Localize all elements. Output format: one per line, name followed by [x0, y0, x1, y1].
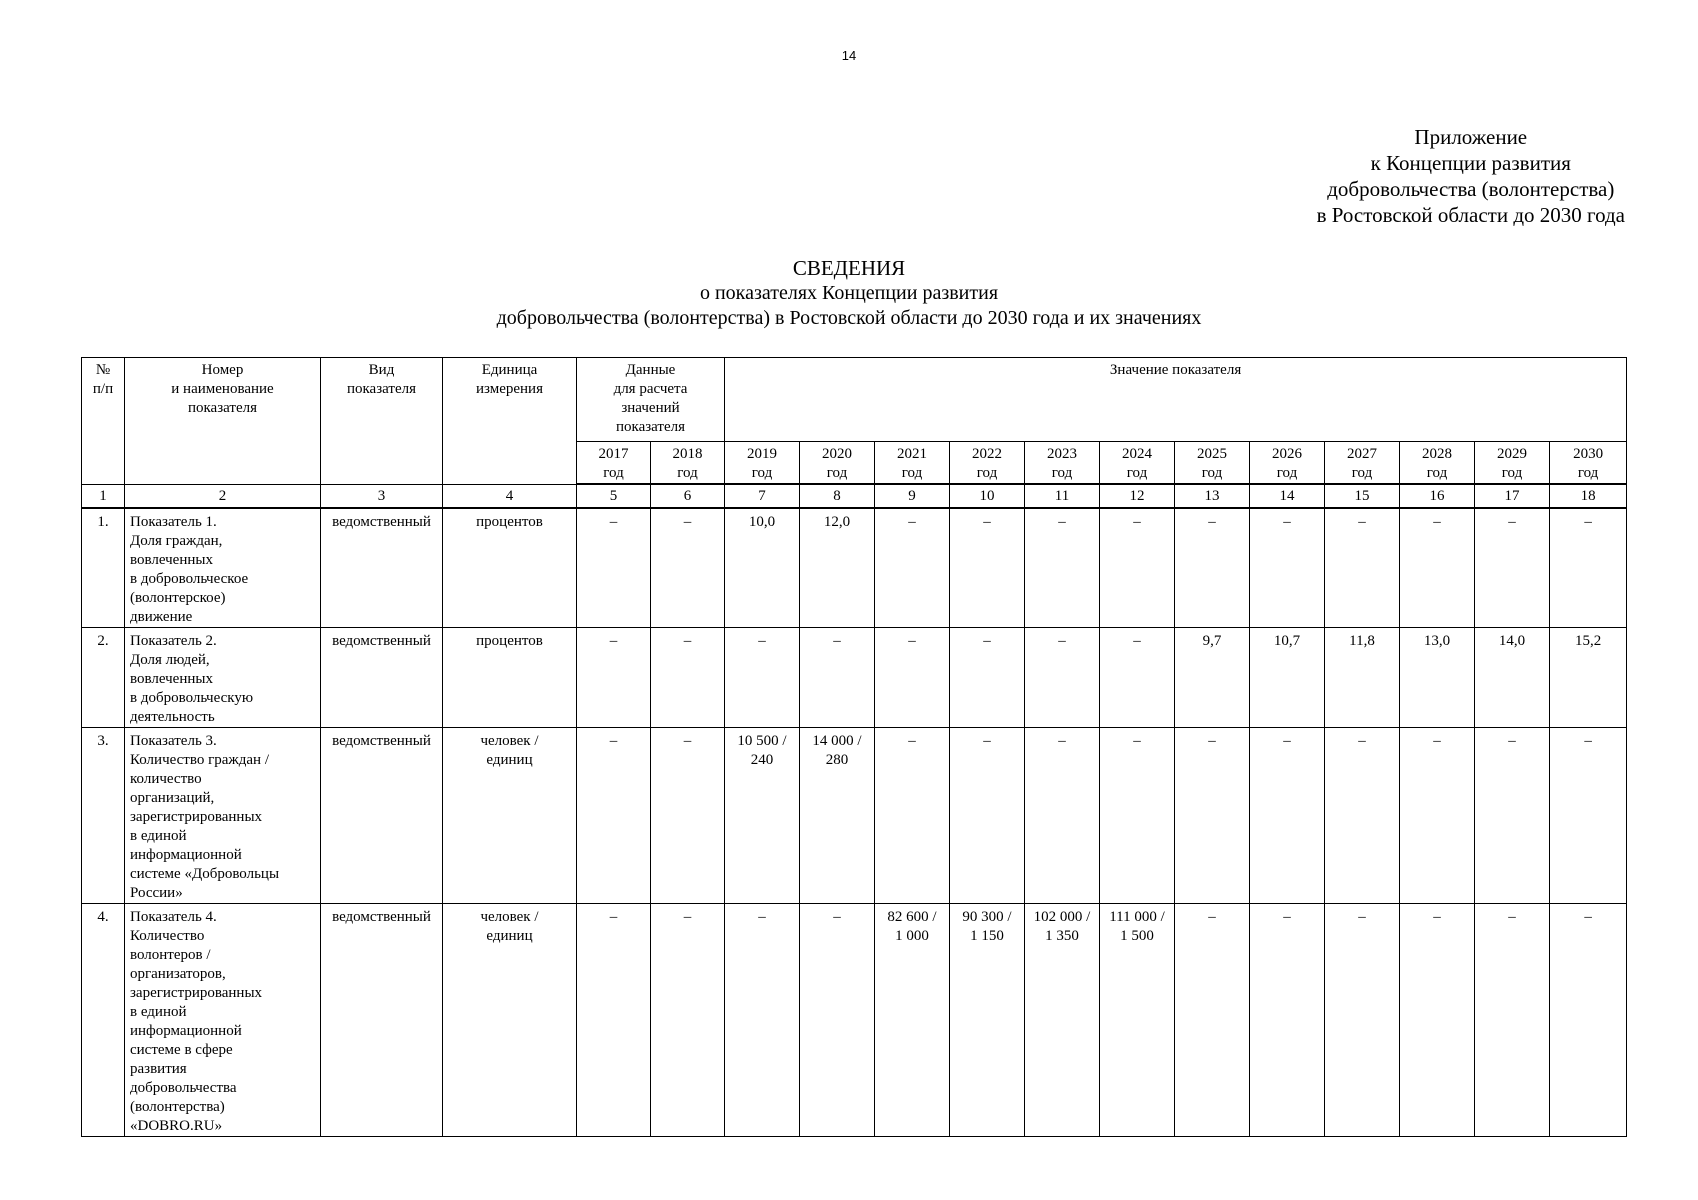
- indicator-value: –: [1250, 728, 1325, 904]
- header-calc-data: Данные для расчета значений показателя: [577, 358, 725, 442]
- document-subtitle-line: добровольчества (волонтерства) в Ростовской области до 2030 года и их значениях: [496, 307, 1202, 329]
- indicator-value: –: [950, 508, 1025, 628]
- indicator-type: ведомственный: [321, 728, 443, 904]
- indicator-value: –: [725, 904, 800, 1137]
- column-number: 17: [1475, 484, 1550, 508]
- indicator-name: Показатель 4. Количество волонтеров / организаторов, зарегистрированных в единой информационной системе в сфере развития добровольчества (волонтерства) «DOBRO.RU»: [125, 904, 321, 1137]
- indicator-unit: процентов: [443, 508, 577, 628]
- indicator-value: 90 300 / 1 150: [950, 904, 1025, 1137]
- header-values: Значение показателя: [725, 358, 1627, 442]
- indicator-value: –: [577, 508, 651, 628]
- indicator-value: –: [1100, 508, 1175, 628]
- page-number: 14: [841, 48, 857, 63]
- indicator-value: 82 600 / 1 000: [875, 904, 950, 1137]
- indicator-value: 102 000 / 1 350: [1025, 904, 1100, 1137]
- indicator-value: –: [1250, 508, 1325, 628]
- table-row: [82, 904, 1627, 1137]
- indicator-value: 15,2: [1550, 628, 1627, 728]
- year-header: 2019 год: [725, 442, 800, 485]
- indicator-name: Показатель 1. Доля граждан, вовлеченных в добровольческое (волонтерское) движение: [125, 508, 321, 628]
- indicator-value: –: [950, 628, 1025, 728]
- indicator-value: –: [875, 628, 950, 728]
- indicator-value: –: [800, 904, 875, 1137]
- indicator-value: –: [1175, 508, 1250, 628]
- year-header: 2023 год: [1025, 442, 1100, 485]
- column-number: 7: [725, 484, 800, 508]
- indicator-value: 13,0: [1400, 628, 1475, 728]
- indicator-value: –: [1325, 728, 1400, 904]
- indicator-value: –: [1550, 508, 1627, 628]
- appendix-line: в Ростовской области до 2030 года: [1316, 203, 1625, 227]
- column-number: 15: [1325, 484, 1400, 508]
- year-header: 2024 год: [1100, 442, 1175, 485]
- indicator-value: 12,0: [800, 508, 875, 628]
- year-header: 2018 год: [651, 442, 725, 485]
- document-heading: [0, 256, 1698, 331]
- indicator-value: –: [1475, 728, 1550, 904]
- year-header: 2020 год: [800, 442, 875, 485]
- indicator-type: ведомственный: [321, 628, 443, 728]
- column-number: 18: [1550, 484, 1627, 508]
- indicator-value: –: [1325, 508, 1400, 628]
- column-number: 9: [875, 484, 950, 508]
- header-unit: Единица измерения: [443, 358, 577, 485]
- year-header: 2029 год: [1475, 442, 1550, 485]
- year-header: 2017 год: [577, 442, 651, 485]
- indicator-name: Показатель 3. Количество граждан / количество организаций, зарегистрированных в единой информационной системе «Добровольцы России»: [125, 728, 321, 904]
- indicator-value: –: [577, 728, 651, 904]
- indicator-value: 10 500 / 240: [725, 728, 800, 904]
- indicator-value: –: [651, 904, 725, 1137]
- indicator-value: –: [1100, 728, 1175, 904]
- column-number: 10: [950, 484, 1025, 508]
- indicator-value: –: [875, 508, 950, 628]
- year-header: 2027 год: [1325, 442, 1400, 485]
- indicator-value: –: [1025, 628, 1100, 728]
- indicator-value: –: [1550, 728, 1627, 904]
- appendix-note: [1317, 124, 1625, 228]
- row-number: 3.: [82, 728, 125, 904]
- row-number: 2.: [82, 628, 125, 728]
- indicator-value: –: [1025, 508, 1100, 628]
- column-number: 14: [1250, 484, 1325, 508]
- column-number: 16: [1400, 484, 1475, 508]
- column-number: 11: [1025, 484, 1100, 508]
- year-header: 2026 год: [1250, 442, 1325, 485]
- row-number: 1.: [82, 508, 125, 628]
- indicator-value: 14 000 / 280: [800, 728, 875, 904]
- column-number: 1: [82, 484, 125, 508]
- indicator-value: –: [651, 508, 725, 628]
- indicator-value: –: [1175, 904, 1250, 1137]
- indicators-table: [81, 357, 1627, 1137]
- header-num: № п/п: [82, 358, 125, 485]
- appendix-line: добровольчества (волонтерства): [1327, 177, 1615, 201]
- appendix-line: Приложение: [1414, 125, 1528, 149]
- table-row: [82, 508, 1627, 628]
- indicator-value: –: [1325, 904, 1400, 1137]
- row-number: 4.: [82, 904, 125, 1137]
- indicator-value: –: [950, 728, 1025, 904]
- year-header: 2030 год: [1550, 442, 1627, 485]
- column-number: 3: [321, 484, 443, 508]
- indicator-name: Показатель 2. Доля людей, вовлеченных в добровольческую деятельность: [125, 628, 321, 728]
- indicator-value: –: [1175, 728, 1250, 904]
- appendix-line: к Концепции развития: [1370, 151, 1571, 175]
- column-number: 13: [1175, 484, 1250, 508]
- indicator-type: ведомственный: [321, 508, 443, 628]
- year-header: 2028 год: [1400, 442, 1475, 485]
- column-number: 6: [651, 484, 725, 508]
- indicator-value: –: [1100, 628, 1175, 728]
- document-title: СВЕДЕНИЯ: [792, 256, 906, 280]
- document-subtitle-line: о показателях Концепции развития: [699, 282, 999, 304]
- header-name: Номер и наименование показателя: [125, 358, 321, 485]
- year-header: 2022 год: [950, 442, 1025, 485]
- table-row: [82, 728, 1627, 904]
- indicator-value: –: [800, 628, 875, 728]
- header-type: Вид показателя: [321, 358, 443, 485]
- indicator-value: –: [577, 904, 651, 1137]
- column-number: 12: [1100, 484, 1175, 508]
- indicator-value: –: [1475, 508, 1550, 628]
- indicator-value: –: [1400, 728, 1475, 904]
- indicator-unit: процентов: [443, 628, 577, 728]
- indicator-value: –: [1475, 904, 1550, 1137]
- indicator-unit: человек / единиц: [443, 728, 577, 904]
- indicator-value: 9,7: [1175, 628, 1250, 728]
- indicator-value: –: [1400, 508, 1475, 628]
- indicator-value: 10,7: [1250, 628, 1325, 728]
- column-number: 4: [443, 484, 577, 508]
- indicator-value: 11,8: [1325, 628, 1400, 728]
- indicator-value: –: [725, 628, 800, 728]
- column-number: 8: [800, 484, 875, 508]
- year-header: 2025 год: [1175, 442, 1250, 485]
- column-number: 2: [125, 484, 321, 508]
- indicator-unit: человек / единиц: [443, 904, 577, 1137]
- indicator-value: 111 000 / 1 500: [1100, 904, 1175, 1137]
- indicator-value: –: [1250, 904, 1325, 1137]
- indicator-value: –: [577, 628, 651, 728]
- indicator-value: –: [1550, 904, 1627, 1137]
- indicator-value: –: [875, 728, 950, 904]
- year-header: 2021 год: [875, 442, 950, 485]
- indicator-type: ведомственный: [321, 904, 443, 1137]
- indicator-value: –: [1400, 904, 1475, 1137]
- table-row: [82, 628, 1627, 728]
- indicator-value: –: [1025, 728, 1100, 904]
- indicator-value: 14,0: [1475, 628, 1550, 728]
- indicator-value: –: [651, 628, 725, 728]
- indicator-value: 10,0: [725, 508, 800, 628]
- indicator-value: –: [651, 728, 725, 904]
- column-number: 5: [577, 484, 651, 508]
